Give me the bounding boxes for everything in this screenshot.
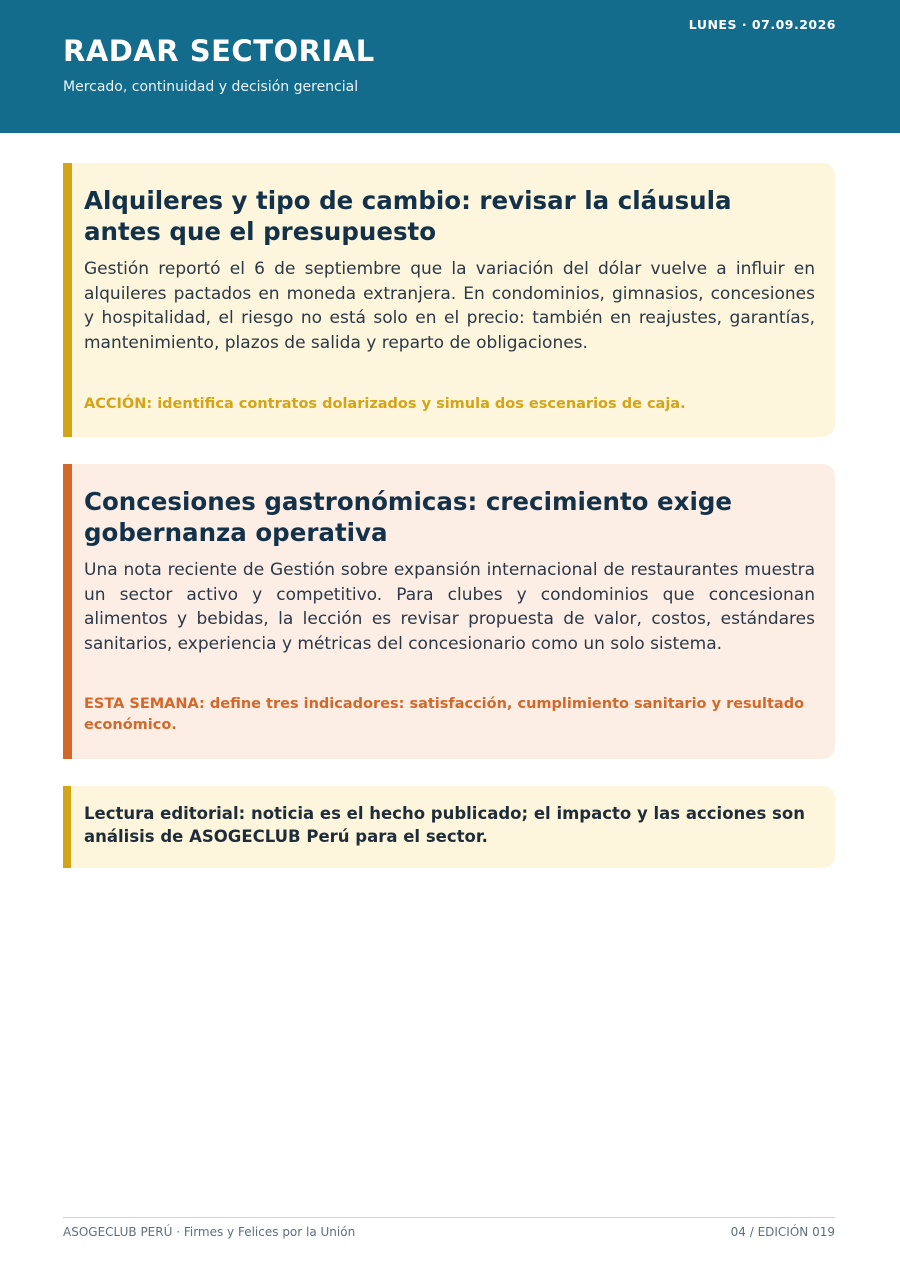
article-action: ACCIÓN: identifica contratos dolarizados y simula dos escenarios de caja.	[84, 396, 686, 412]
article-card-concessions	[63, 464, 835, 759]
page-subtitle: Mercado, continuidad y decisión gerencial	[63, 79, 359, 95]
article-title: Concesiones gastronómicas: crecimiento exige gobernanza operativa	[84, 487, 732, 547]
article-body: Una nota reciente de Gestión sobre expansión internacional de restaurantes muestra un sector activo y competitivo. Para clubes y condominios que concesionan alimentos y bebidas, la lección es revisar propuesta de valor, costos, estándares sanitarios, experiencia y métricas del concesionario como un solo sistema.	[84, 560, 815, 654]
article-title: Alquileres y tipo de cambio: revisar la cláusula antes que el presupuesto	[84, 186, 732, 246]
footer-organization: ASOGECLUB PERÚ · Firmes y Felices por la Unión	[63, 1225, 356, 1239]
footer-divider	[63, 1217, 835, 1218]
article-card-exchange-rate	[63, 163, 835, 437]
page-title: RADAR SECTORIAL	[63, 34, 375, 68]
article-body: Gestión reportó el 6 de septiembre que la variación del dólar vuelve a influir en alquileres pactados en moneda extranjera. En condominios, gimnasios, concesiones y hospitalidad, el riesgo no está solo en el precio: también en reajustes, garantías, mantenimiento, plazos de salida y reparto de obligaciones.	[84, 259, 815, 353]
article-action: ESTA SEMANA: define tres indicadores: satisfacción, cumplimiento sanitario y resultado económico.	[84, 696, 805, 733]
editorial-note: Lectura editorial: noticia es el hecho publicado; el impacto y las acciones son análisis de ASOGECLUB Perú para el sector.	[84, 804, 805, 846]
page-header	[0, 0, 900, 133]
editorial-note-card	[63, 786, 835, 868]
issue-date: LUNES · 07.09.2026	[688, 17, 836, 32]
footer-page-number: 04 / EDICIÓN 019	[730, 1225, 835, 1239]
